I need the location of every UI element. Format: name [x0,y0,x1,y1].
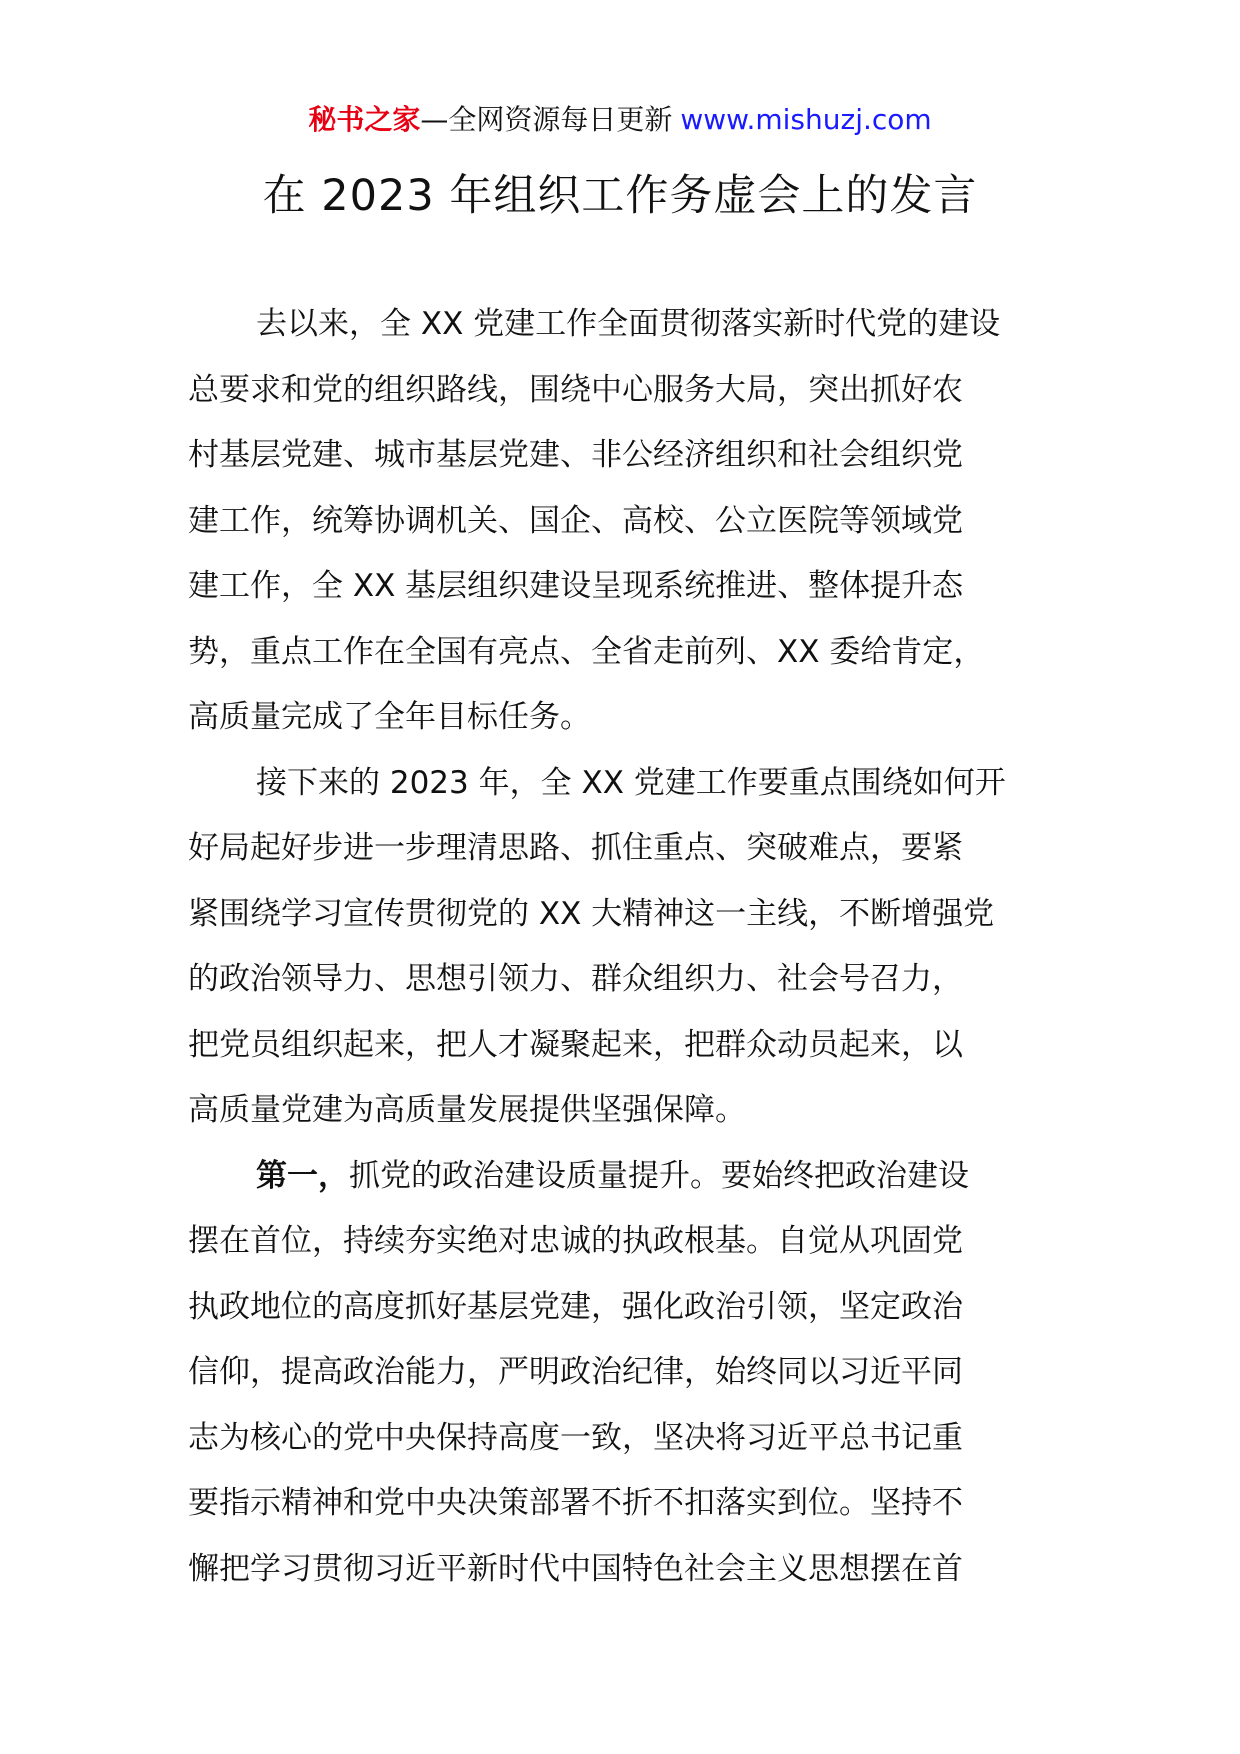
text-line [188,1144,1056,1210]
text-line: 执政地位的高度抓好基层党建，强化政治引领，坚定政治 [188,1288,963,1325]
text-line-rest: 抓党的政治建设质量提升。要始终把政治建设 [349,1157,969,1194]
header-tagline: —全网资源每日更新 [420,103,673,136]
site-header [0,100,1240,140]
text-line: 的政治领导力、思想引领力、群众组织力、社会号召力， [188,961,963,997]
text-line: 势，重点工作在全国有亮点、全省走前列、XX 委给肯定， [188,633,985,670]
paragraph [188,292,1056,751]
text-line: 把党员组织起来，把人才凝聚起来，把群众动员起来，以 [188,1026,963,1063]
paragraph [188,1144,1056,1603]
document-body [188,292,1056,1602]
section-lead: 第一， [256,1157,349,1194]
text-line: 建工作，统筹协调机关、国企、高校、公立医院等领域党 [188,502,963,539]
paragraph [188,751,1056,1144]
text-line: 要指示精神和党中央决策部署不折不扣落实到位。坚持不 [188,1485,963,1521]
text-line: 高质量党建为高质量发展提供坚强保障。 [188,1092,746,1128]
text-line: 信仰，提高政治能力，严明政治纪律，始终同以习近平同 [188,1354,963,1390]
text-line: 高质量完成了全年目标任务。 [188,699,591,735]
text-line: 紧围绕学习宣传贯彻党的 XX 大精神这一主线，不断增强党 [188,895,995,932]
text-line: 建工作，全 XX 基层组织建设呈现系统推进、整体提升态 [188,568,964,604]
text-line: 志为核心的党中央保持高度一致，坚决将习近平总书记重 [188,1419,963,1456]
text-line: 村基层党建、城市基层党建、非公经济组织和社会组织党 [188,437,963,473]
brand-name: 秘书之家 [308,103,421,136]
text-line: 摆在首位，持续夯实绝对忠诚的执政根基。自觉从巩固党 [188,1223,963,1259]
text-line: 好局起好步进一步理清思路、抓住重点、突破难点，要紧 [188,830,963,866]
document-title: 在 2023 年组织工作务虚会上的发言 [262,171,978,221]
site-url-link[interactable]: www.mishuzj.com [680,103,932,136]
text-line: 懈把学习贯彻习近平新时代中国特色社会主义思想摆在首 [188,1550,963,1587]
text-line: 去以来，全 XX 党建工作全面贯彻落实新时代党的建设 [256,306,1001,342]
text-line: 接下来的 2023 年，全 XX 党建工作要重点围绕如何开 [256,764,1006,801]
text-line: 总要求和党的组织路线，围绕中心服务大局，突出抓好农 [188,371,963,408]
